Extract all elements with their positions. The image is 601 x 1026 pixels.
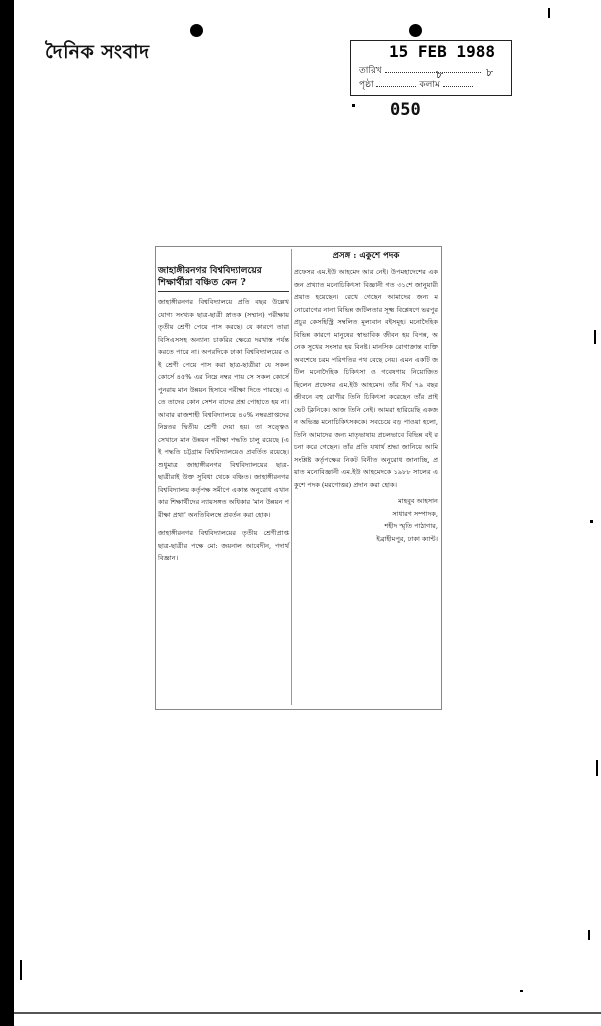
stamp-column-label: কলাম (419, 80, 440, 90)
stamp-date-row (359, 63, 481, 78)
stamp-page-value: ৮ (436, 68, 444, 81)
column-divider (291, 249, 292, 705)
stamp-page-row (359, 77, 473, 92)
signature-line: শহীদ স্মৃতি পাঠাগার, (384, 522, 438, 530)
news-clipping (155, 246, 442, 710)
letter-right-signature (294, 495, 438, 545)
stamp-date-line (385, 64, 481, 73)
punch-hole-left (190, 24, 203, 37)
archive-number: 050 (390, 100, 421, 120)
stamp-date-label: তারিখ (359, 66, 382, 76)
letter-left-body: জাহাঙ্গীরনগর বিশ্ববিদ্যালয়ে প্রতি বছর উল্লেখযোগ্য সংখ্যক ছাত্র-ছাত্রী স্নাতক (সম্মান) পরীক্ষায় তৃতীয় শ্রেণী পেয়ে পাস করছে। যে কারণে তারা বিসিএসসহ অন্যান্য চাকরির ক্ষেত্রে দরখাস্ত পর্যন্ত করতে পারে না। অপরদিকে ঢাকা বিশ্ববিদ্যালয়ের ওই শ্রেণী পেয়ে পাস করা ছাত্র-ছাত্রীরা যে সকল কোর্সে ৪৫% এর নিম্নে নম্বর পায় সে সকল কোর্সে পুনরায় মান উন্নয়ন হিসাবে পরীক্ষা দিতে পারছে। এতে তাদের কোন সেশন বাদের প্রশ্ন পোহাতে হয় না। আবার রাজশাহী বিশ্ববিদ্যালয়ে ৪০% নম্বরপ্রাপ্তদের নিম্নতর দ্বিতীয় শ্রেণী দেয়া হয়। তা সত্ত্বেও সেখানে মান উন্নয়ন পরীক্ষা পদ্ধতি চালু রয়েছে (এই পদ্ধতি চট্টগ্রাম বিশ্ববিদ্যালয়েও প্রবর্তিত রয়েছে। শুধুমাত্র জাহাঙ্গীরনগর বিশ্ববিদ্যালয়ের ছাত্র-ছাত্রীরাই উক্ত সুবিধা থেকে বঞ্চিত। জাহাঙ্গীরনগর বিশ্ববিদ্যালয় কর্তৃপক্ষ সমীপে একান্ত অনুরোধ এখানকার শিক্ষার্থীদের ন্যায়সঙ্গত অধিকার 'মান উন্নয়ন পরীক্ষা প্রথা' অনতিবিলম্বে প্রবর্তন করা হোক। (158, 298, 289, 519)
letter-left-headline: জাহাঙ্গীরনগর বিশ্ববিদ্যালয়ের শিক্ষার্থীরা বঞ্চিত কেন ? (158, 247, 289, 292)
letter-left-column (158, 247, 289, 565)
stamp-date: 15 FEB 1988 (389, 42, 495, 61)
stamp-page-line (376, 78, 416, 87)
signature-line: ইব্রাহীমপুর, ঢাকা ক্যান্ট। (376, 534, 438, 543)
signature-line: সাধারণ সম্পাদক, (392, 509, 438, 518)
stamp-column-value: ৮ (486, 66, 494, 79)
newspaper-masthead: দৈনিক সংবাদ (45, 41, 150, 63)
letter-right-headline: প্রসঙ্গ : একুশে পদক (332, 251, 400, 261)
letter-right-column (294, 247, 438, 545)
signature-line: মাহবুব আহসান (398, 497, 438, 505)
stamp-column-line (443, 78, 473, 87)
punch-hole-right (409, 24, 422, 37)
letter-right-body: প্রফেসর এম.ইউ আহমেদ আর নেই। উপমহাদেশের একজন প্রখ্যাত মনোচিকিৎসা বিজ্ঞানী গত ৩১শে জানুয়ারী প্রয়াত হয়েছেন। রেখে গেছেন আমাদের জন্য মনোরোগের নানা বিভিন্ন জটিলতার সূক্ষ্ম বিশ্লেষণে ভরপুর প্রচুর কেসহিস্ট্রি সম্বলিত মূল্যবান বইসমূহ। মনোদৈহিক বিভিন্ন কারণে মানুষের স্বাভাবিক জীবন হয় বিপন্ন, অনেক সুখের সংসার হয় বিনষ্ট। মানসিক রোগাক্রান্ত ব্যক্তি অবশেষে চরম পরিণতির পথ বেছে নেয়। এমন একটি জটিল মনোদৈহিক চিকিৎসা ও গবেষণায় নিয়োজিত ছিলেন প্রফেসর এম.ইউ আহমেদ। তাঁর দীর্ঘ ৭৯ বছর জীবনে বহু রোগীর তিনি চিকিৎসা করেছেন তাঁর প্রাইভেট ক্লিনিকে। আজ তিনি নেই। আমরা হারিয়েছি একজন অভিজ্ঞ মনোচিকিৎসককে। সবচেয়ে বড় পাওয়া হলো, তিনি আমাদের জন্য মাতৃভাষায় প্রচলভাবে বিভিন্ন বই রচনা করে গেছেন। তাঁর প্রতি যথার্থ শ্রদ্ধা জানিয়ে আমি সংশ্লিষ্ট কর্তৃপক্ষের নিকট বিনীত অনুরোধ জানাচ্ছি, প্রয়াত মনোবিজ্ঞানী এম.ইউ আহমেদকে ১৯৮৮ সালের একুশে পদক (মরণোত্তর) প্রদান করা হোক। (294, 268, 438, 489)
stamp-page-label: পৃষ্ঠা (359, 80, 374, 90)
letter-left-signature: জাহাঙ্গীরনগর বিশ্ববিদ্যালয়ের তৃতীয় শ্রেণীপ্রাপ্ত ছাত্র-ছাত্রীর পক্ষে মো: জয়নাল আবেদীন, পদার্থ বিজ্ঞান। (158, 529, 289, 562)
